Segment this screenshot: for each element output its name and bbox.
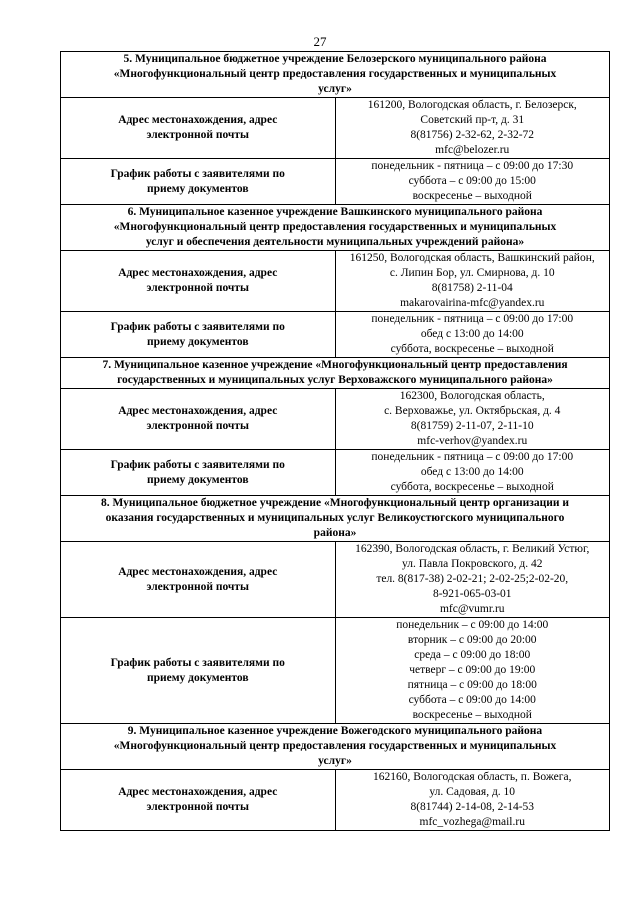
schedule-row [61,312,610,358]
schedule-value [335,450,610,496]
schedule-line: суббота – с 09:00 до 15:00 [408,175,536,187]
schedule-line: обед с 13:00 до 14:00 [420,466,524,478]
address-line: 8(81744) 2-14-08, 2-14-53 [410,801,535,813]
schedule-line: воскресенье – выходной [412,190,532,202]
section-title-line: 5. Муниципальное бюджетное учреждение Белозерского муниципального района [123,53,547,65]
address-line: с. Верховажье, ул. Октябрьская, д. 4 [384,405,561,417]
schedule-line: обед с 13:00 до 14:00 [420,328,524,340]
section-title-line: услуг» [318,83,352,95]
address-label-line: электронной почты [146,420,250,432]
schedule-line: суббота, воскресенье – выходной [390,343,554,355]
address-row [61,98,610,159]
schedule-label [61,312,336,358]
schedule-row [61,450,610,496]
address-label [61,251,336,312]
schedule-line: среда – с 09:00 до 18:00 [414,649,531,661]
schedule-line: суббота, воскресенье – выходной [390,481,554,493]
address-line: 162300, Вологодская область, [399,390,545,402]
section-header-row [61,496,610,542]
address-line: mfc@belozer.ru [435,144,510,156]
address-line: 8(81756) 2-32-62, 2-32-72 [410,129,535,141]
section-title [61,724,610,770]
section-header-row [61,205,610,251]
section-title-line: оказания государственных и муниципальных услуг Великоустюгского муниципального [105,512,565,524]
address-value [335,770,610,831]
address-label-line: Адрес местонахождения, адрес [118,267,278,279]
section-header-row [61,52,610,98]
address-label-line: Адрес местонахождения, адрес [118,114,278,126]
section-title-line: 7. Муниципальное казенное учреждение «Многофункциональный центр предоставления [102,359,568,371]
address-label [61,770,336,831]
section-title-line: услуг и обеспечения деятельности муниципальных учреждений района» [145,236,525,248]
address-value [335,98,610,159]
section-title-line: услуг» [318,755,352,767]
address-label-line: Адрес местонахождения, адрес [118,786,278,798]
address-label-line: Адрес местонахождения, адрес [118,565,278,578]
schedule-value [335,159,610,205]
address-value [335,389,610,450]
schedule-label [61,450,336,496]
address-line: mfc@vumr.ru [439,603,505,615]
section-title-line: района» [313,527,357,539]
mfc-contacts-table [60,51,610,831]
schedule-line: вторник – с 09:00 до 20:00 [407,634,537,646]
table-body [61,52,610,831]
address-line: mfc-verhov@yandex.ru [417,435,528,447]
section-title-line: «Многофункциональный центр предоставления государственных и муниципальных [113,740,557,752]
address-line: 162390, Вологодская область, г. Великий Устюг, [355,543,590,555]
schedule-line: пятница – с 09:00 до 18:00 [407,679,537,691]
address-label-line: электронной почты [146,282,250,294]
schedule-row [61,618,610,724]
section-title-line: 6. Муниципальное казенное учреждение Вашкинского муниципального района [127,206,543,218]
section-title-line: 9. Муниципальное казенное учреждение Вожегодского муниципального района [127,725,543,737]
page-number: 27 [313,34,327,49]
address-row [61,251,610,312]
address-row [61,770,610,831]
address-label [61,389,336,450]
schedule-label-line: График работы с заявителями по [110,167,285,180]
address-label-line: электронной почты [146,580,250,593]
address-label-line: Адрес местонахождения, адрес [118,405,278,417]
schedule-row [61,159,610,205]
schedule-label-line: приему документов [146,182,249,195]
schedule-line: понедельник - пятница – с 09:00 до 17:30 [371,160,574,172]
section-title [61,358,610,389]
address-row [61,542,610,618]
address-line: 8(81758) 2-11-04 [431,282,513,294]
section-title-line: «Многофункциональный центр предоставления государственных и муниципальных [113,221,557,233]
section-title [61,496,610,542]
schedule-value [335,312,610,358]
schedule-label-line: График работы с заявителями по [110,656,285,669]
address-label-line: электронной почты [146,801,250,813]
address-line: ул. Павла Покровского, д. 42 [401,558,543,570]
address-line: Советский пр-т, д. 31 [420,114,525,126]
address-label-line: электронной почты [146,129,250,141]
address-line: 8(81759) 2-11-07, 2-11-10 [410,420,534,432]
section-header-row [61,724,610,770]
section-title [61,52,610,98]
address-line: 161250, Вологодская область, Вашкинский район, [349,252,595,264]
schedule-line: четверг – с 09:00 до 19:00 [409,664,536,676]
section-title-line: государственных и муниципальных услуг Верховажского муниципального района» [117,374,553,386]
schedule-line: воскресенье – выходной [412,709,532,721]
schedule-value [335,618,610,724]
address-line: тел. 8(817-38) 2-02-21; 2-02-25;2-02-20, [376,573,569,585]
schedule-label-line: График работы с заявителями по [110,458,285,471]
address-label [61,542,336,618]
schedule-line: понедельник – с 09:00 до 14:00 [396,619,549,631]
section-title [61,205,610,251]
schedule-line: суббота – с 09:00 до 14:00 [408,694,536,706]
address-label [61,98,336,159]
address-line: 162160, Вологодская область, п. Вожега, [373,771,572,783]
address-line: mfc_vozhega@mail.ru [419,816,525,828]
address-value [335,251,610,312]
section-header-row [61,358,610,389]
schedule-label [61,159,336,205]
address-line: ул. Садовая, д. 10 [429,786,516,798]
schedule-label-line: приему документов [146,473,249,486]
schedule-label [61,618,336,724]
address-line: 161200, Вологодская область, г. Белозерск, [367,99,577,111]
address-line: с. Липин Бор, ул. Смирнова, д. 10 [389,267,555,279]
schedule-label-line: График работы с заявителями по [110,320,285,333]
address-line: makarovairina-mfc@yandex.ru [400,297,545,309]
schedule-line: понедельник - пятница – с 09:00 до 17:00 [371,451,574,463]
address-line: 8-921-065-03-01 [432,588,512,600]
address-value [335,542,610,618]
address-row [61,389,610,450]
schedule-line: понедельник - пятница – с 09:00 до 17:00 [371,313,574,325]
section-title-line: «Многофункциональный центр предоставления государственных и муниципальных [113,68,557,80]
section-title-line: 8. Муниципальное бюджетное учреждение «Многофункциональный центр организации и [100,497,570,509]
schedule-label-line: приему документов [146,335,249,348]
schedule-label-line: приему документов [146,671,249,684]
